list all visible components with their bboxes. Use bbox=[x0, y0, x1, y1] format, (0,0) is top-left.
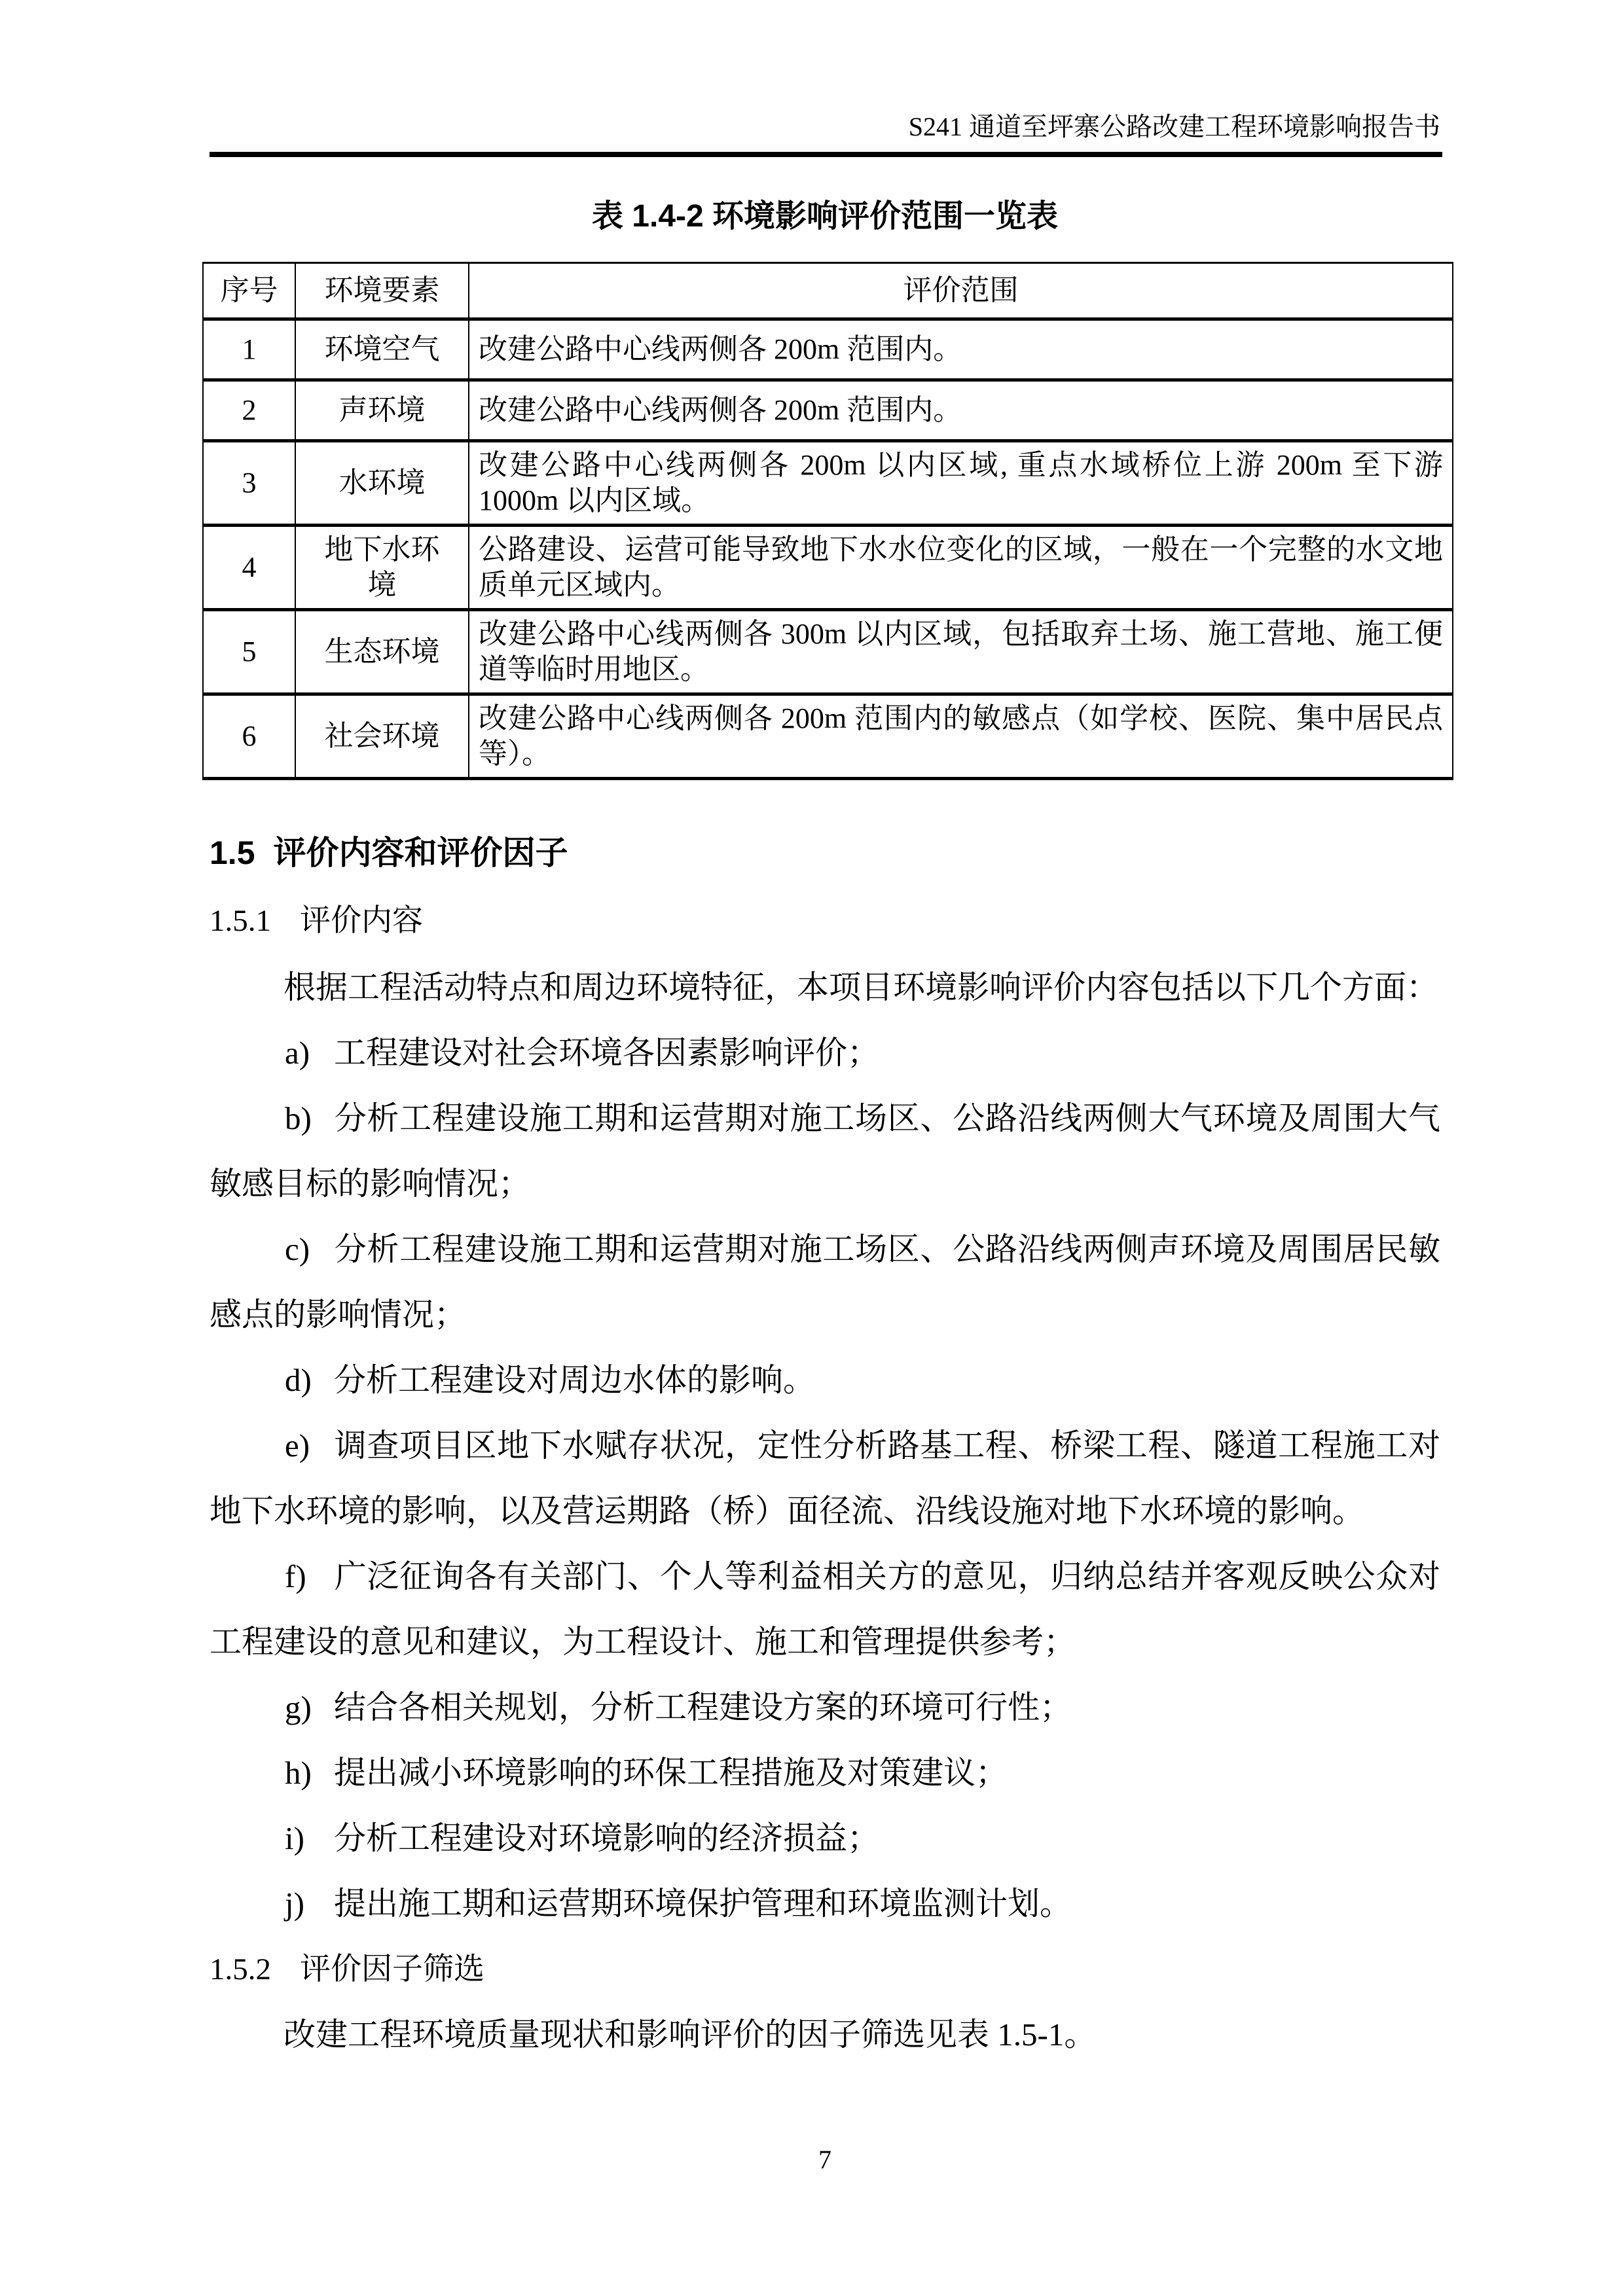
list-item-d bbox=[210, 1348, 1440, 1413]
row-index: 2 bbox=[203, 380, 295, 441]
row-scope: 改建公路中心线两侧各 300m 以内区域，包括取弃土场、施工营地、施工便道等临时用地区。 bbox=[469, 610, 1453, 694]
item-label: g) bbox=[285, 1689, 312, 1725]
row-scope: 改建公路中心线两侧各 200m 范围内。 bbox=[469, 380, 1453, 441]
list-item-j bbox=[210, 1871, 1440, 1937]
item-text: 分析工程建设对环境影响的经济损益； bbox=[334, 1820, 880, 1856]
subsection-heading-1-5-2 bbox=[210, 1937, 1440, 2002]
item-label: a) bbox=[285, 1035, 310, 1071]
row-element: 生态环境 bbox=[295, 610, 469, 694]
col-header-index: 序号 bbox=[203, 263, 295, 319]
item-label: f) bbox=[285, 1558, 306, 1594]
list-item-c bbox=[210, 1217, 1440, 1348]
row-index: 3 bbox=[203, 441, 295, 526]
item-text: 提出施工期和运营期环境保护管理和环境监测计划。 bbox=[334, 1886, 1072, 1922]
row-scope: 改建公路中心线两侧各 200m 范围内。 bbox=[469, 319, 1453, 380]
table-header-row bbox=[203, 263, 1453, 319]
row-scope: 改建公路中心线两侧各 200m 范围内的敏感点（如学校、医院、集中居民点等）。 bbox=[469, 694, 1453, 779]
subsection-number: 1.5.1 bbox=[210, 904, 271, 938]
table-row bbox=[203, 694, 1453, 779]
item-text: 分析工程建设施工期和运营期对施工场区、公路沿线两侧声环境及周围居民敏感点的影响情况； bbox=[210, 1231, 1440, 1333]
item-text: 分析工程建设对周边水体的影响。 bbox=[334, 1362, 816, 1398]
closing-paragraph: 改建工程环境质量现状和影响评价的因子筛选见表 1.5-1。 bbox=[283, 2017, 1097, 2053]
item-text: 分析工程建设施工期和运营期对施工场区、公路沿线两侧大气环境及周围大气敏感目标的影响情况； bbox=[210, 1100, 1440, 1202]
item-text: 广泛征询各有关部门、个人等利益相关方的意见，归纳总结并客观反映公众对工程建设的意见和建议，为工程设计、施工和管理提供参考； bbox=[210, 1558, 1440, 1660]
table-row bbox=[203, 319, 1453, 380]
list-item-h bbox=[210, 1740, 1440, 1806]
list-item-a bbox=[210, 1020, 1440, 1086]
section-number: 1.5 bbox=[210, 834, 255, 871]
row-element: 地下水环境 bbox=[295, 526, 469, 610]
list-item-b bbox=[210, 1086, 1440, 1217]
table-row bbox=[203, 441, 1453, 526]
row-index: 4 bbox=[203, 526, 295, 610]
item-label: b) bbox=[285, 1100, 312, 1136]
item-label: c) bbox=[285, 1231, 310, 1267]
header-rule bbox=[210, 152, 1442, 157]
col-header-scope: 评价范围 bbox=[469, 263, 1453, 319]
section-heading-1-5 bbox=[210, 833, 1440, 873]
row-index: 5 bbox=[203, 610, 295, 694]
row-scope: 公路建设、运营可能导致地下水水位变化的区域，一般在一个完整的水文地质单元区域内。 bbox=[469, 526, 1453, 610]
table-row bbox=[203, 526, 1453, 610]
item-text: 提出减小环境影响的环保工程措施及对策建议； bbox=[334, 1755, 1008, 1791]
row-element: 社会环境 bbox=[295, 694, 469, 779]
table-row bbox=[203, 610, 1453, 694]
list-item-f bbox=[210, 1544, 1440, 1675]
item-text: 结合各相关规划，分析工程建设方案的环境可行性； bbox=[334, 1689, 1072, 1725]
item-label: d) bbox=[285, 1362, 312, 1398]
row-element: 水环境 bbox=[295, 441, 469, 526]
item-text: 工程建设对社会环境各因素影响评价； bbox=[334, 1035, 880, 1071]
list-item-g bbox=[210, 1675, 1440, 1740]
section-title: 评价内容和评价因子 bbox=[273, 834, 568, 871]
item-label: j) bbox=[285, 1886, 304, 1922]
item-text: 调查项目区地下水赋存状况，定性分析路基工程、桥梁工程、隧道工程施工对地下水环境的影响，以及营运期路（桥）面径流、沿线设施对地下水环境的影响。 bbox=[210, 1427, 1440, 1529]
item-label: i) bbox=[285, 1820, 304, 1856]
row-element: 声环境 bbox=[295, 380, 469, 441]
list-item-e bbox=[210, 1413, 1440, 1544]
evaluation-scope-table bbox=[202, 262, 1453, 780]
item-label: h) bbox=[285, 1755, 312, 1791]
row-element: 环境空气 bbox=[295, 319, 469, 380]
item-label: e) bbox=[285, 1427, 310, 1463]
subsection-number: 1.5.2 bbox=[210, 1952, 271, 1986]
row-scope: 改建公路中心线两侧各 200m 以内区域, 重点水域桥位上游 200m 至下游 1000m 以内区域。 bbox=[469, 441, 1453, 526]
subsection-title: 评价内容 bbox=[300, 904, 423, 938]
row-index: 6 bbox=[203, 694, 295, 779]
subsection-title: 评价因子筛选 bbox=[300, 1952, 484, 1986]
table-title: 表 1.4-2 环境影响评价范围一览表 bbox=[591, 199, 1059, 234]
body-text bbox=[210, 955, 1440, 2068]
table-row bbox=[203, 380, 1453, 441]
row-index: 1 bbox=[203, 319, 295, 380]
page-header-title: S241 通道至坪寨公路改建工程环境影响报告书 bbox=[908, 112, 1440, 141]
intro-paragraph: 根据工程活动特点和周边环境特征，本项目环境影响评价内容包括以下几个方面： bbox=[283, 969, 1439, 1005]
page-number: 7 bbox=[818, 2145, 831, 2174]
col-header-element: 环境要素 bbox=[295, 263, 469, 319]
subsection-heading-1-5-1 bbox=[210, 902, 1440, 940]
list-item-i bbox=[210, 1806, 1440, 1871]
